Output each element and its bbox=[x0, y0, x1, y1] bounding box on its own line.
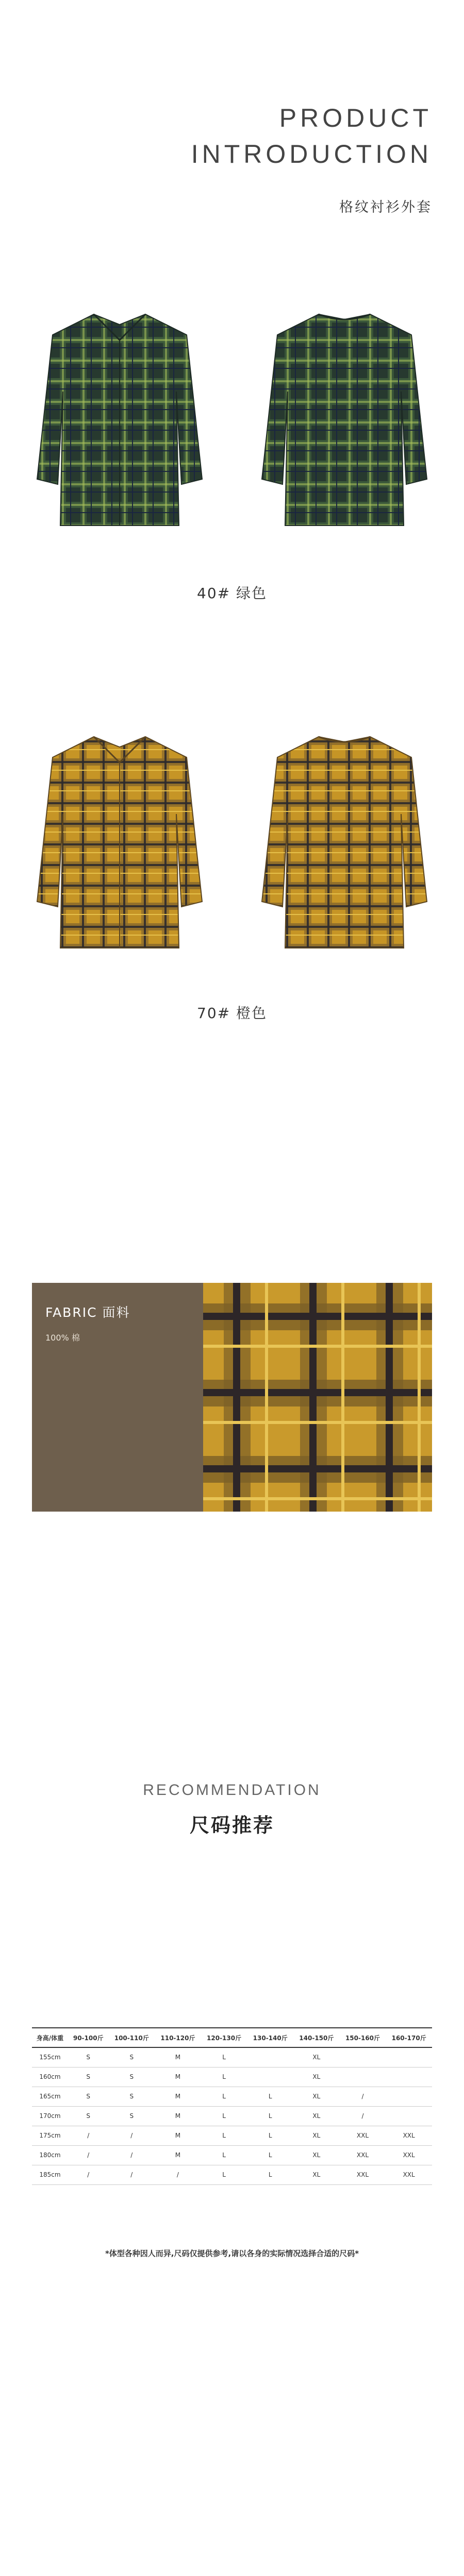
size-cell: / bbox=[68, 2165, 108, 2184]
size-cell: / bbox=[108, 2165, 155, 2184]
size-cell: XXL bbox=[386, 2126, 432, 2145]
size-header-cell: 150-160斤 bbox=[340, 2028, 386, 2047]
size-cell bbox=[340, 2067, 386, 2087]
green-shirt-back-image bbox=[257, 309, 432, 536]
size-cell: S bbox=[108, 2067, 155, 2087]
green-shirt-front-image bbox=[32, 309, 207, 536]
size-cell bbox=[247, 2067, 293, 2087]
size-cell: L bbox=[247, 2145, 293, 2165]
fabric-closeup-image bbox=[203, 1283, 432, 1512]
size-table-row bbox=[32, 2087, 432, 2106]
size-cell bbox=[386, 2067, 432, 2087]
size-cell: 165cm bbox=[32, 2087, 68, 2106]
size-table-row bbox=[32, 2067, 432, 2087]
size-cell: 170cm bbox=[32, 2106, 68, 2126]
size-table-row bbox=[32, 2047, 432, 2067]
size-cell: S bbox=[68, 2087, 108, 2106]
size-cell: / bbox=[340, 2087, 386, 2106]
size-cell: XL bbox=[293, 2145, 340, 2165]
size-cell: L bbox=[247, 2165, 293, 2184]
size-cell: XL bbox=[293, 2047, 340, 2067]
size-cell: XL bbox=[293, 2106, 340, 2126]
size-cell: / bbox=[68, 2126, 108, 2145]
size-table-row bbox=[32, 2126, 432, 2145]
size-cell: XL bbox=[293, 2067, 340, 2087]
size-cell: 180cm bbox=[32, 2145, 68, 2165]
size-header-cell: 身高/体重 bbox=[32, 2028, 68, 2047]
size-cell: L bbox=[201, 2165, 247, 2184]
fabric-title: FABRIC 面料 bbox=[45, 1305, 130, 1320]
size-cell: XL bbox=[293, 2165, 340, 2184]
size-cell: 160cm bbox=[32, 2067, 68, 2087]
size-header-cell: 120-130斤 bbox=[201, 2028, 247, 2047]
size-cell: S bbox=[68, 2106, 108, 2126]
size-cell bbox=[247, 2047, 293, 2067]
size-cell: M bbox=[155, 2106, 201, 2126]
size-cell: XL bbox=[293, 2126, 340, 2145]
size-cell: / bbox=[108, 2126, 155, 2145]
size-cell: 175cm bbox=[32, 2126, 68, 2145]
size-cell: L bbox=[201, 2145, 247, 2165]
size-cell bbox=[386, 2106, 432, 2126]
size-header-cell: 160-170斤 bbox=[386, 2028, 432, 2047]
size-cell: M bbox=[155, 2126, 201, 2145]
size-cell: L bbox=[201, 2047, 247, 2067]
size-table-row bbox=[32, 2145, 432, 2165]
size-cell: 185cm bbox=[32, 2165, 68, 2184]
size-table-header bbox=[32, 2028, 432, 2047]
size-cell: M bbox=[155, 2145, 201, 2165]
size-cell: XXL bbox=[340, 2126, 386, 2145]
size-cell: / bbox=[155, 2165, 201, 2184]
orange-shirt-front-image bbox=[32, 732, 207, 958]
size-cell: L bbox=[247, 2126, 293, 2145]
size-header-cell: 110-120斤 bbox=[155, 2028, 201, 2047]
size-cell bbox=[340, 2047, 386, 2067]
size-table-row bbox=[32, 2106, 432, 2126]
size-cell: S bbox=[108, 2106, 155, 2126]
size-cell: L bbox=[201, 2067, 247, 2087]
size-header-cell: 130-140斤 bbox=[247, 2028, 293, 2047]
size-cell: L bbox=[201, 2126, 247, 2145]
size-cell: XXL bbox=[340, 2165, 386, 2184]
size-cell: L bbox=[247, 2087, 293, 2106]
size-cell: S bbox=[68, 2047, 108, 2067]
header-en-line2: INTRODUCTION bbox=[191, 140, 432, 168]
size-header-cell: 100-110斤 bbox=[108, 2028, 155, 2047]
green-caption: 40# 绿色 bbox=[197, 585, 267, 602]
size-cell: M bbox=[155, 2067, 201, 2087]
size-cell: XXL bbox=[386, 2165, 432, 2184]
size-cell: / bbox=[108, 2145, 155, 2165]
orange-caption: 70# 橙色 bbox=[197, 1005, 267, 1022]
size-header-cell: 140-150斤 bbox=[293, 2028, 340, 2047]
size-cell bbox=[386, 2087, 432, 2106]
fabric-value: 100% 棉 bbox=[45, 1333, 80, 1343]
recommendation-en-heading: RECOMMENDATION bbox=[143, 1782, 321, 1799]
size-cell: L bbox=[201, 2087, 247, 2106]
size-cell: S bbox=[68, 2067, 108, 2087]
size-note: *体型各种因人而异,尺码仅提供参考,请以各身的实际情况选择合适的尺码* bbox=[105, 2249, 359, 2258]
size-table-row bbox=[32, 2165, 432, 2184]
size-cell: L bbox=[247, 2106, 293, 2126]
size-cell: / bbox=[340, 2106, 386, 2126]
header-cn-title: 格纹衬衫外套 bbox=[339, 199, 432, 215]
size-cell: XL bbox=[293, 2087, 340, 2106]
size-cell: XXL bbox=[386, 2145, 432, 2165]
size-cell: / bbox=[68, 2145, 108, 2165]
size-cell: M bbox=[155, 2047, 201, 2067]
size-header-cell: 90-100斤 bbox=[68, 2028, 108, 2047]
size-cell: S bbox=[108, 2087, 155, 2106]
size-table bbox=[32, 2027, 432, 2185]
header-en-line1: PRODUCT bbox=[279, 104, 432, 132]
orange-shirt-back-image bbox=[257, 732, 432, 958]
size-cell: M bbox=[155, 2087, 201, 2106]
size-cell bbox=[386, 2047, 432, 2067]
size-cell: XXL bbox=[340, 2145, 386, 2165]
size-cell: 155cm bbox=[32, 2047, 68, 2067]
size-cell: S bbox=[108, 2047, 155, 2067]
size-cell: L bbox=[201, 2106, 247, 2126]
recommendation-cn-heading: 尺码推荐 bbox=[189, 1814, 274, 1837]
